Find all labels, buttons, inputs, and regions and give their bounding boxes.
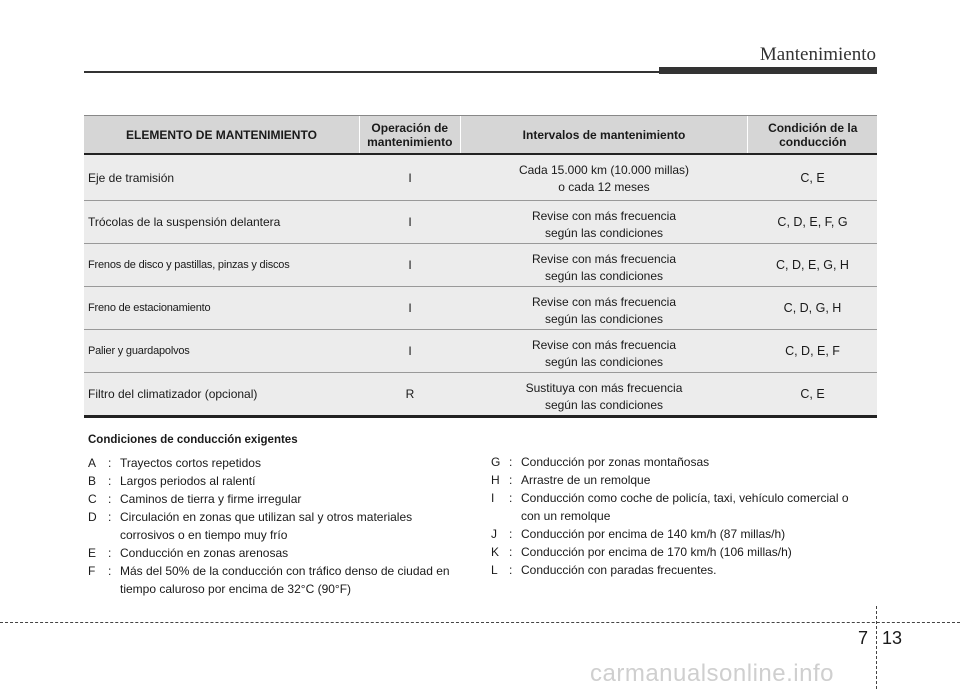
cell-condition: C, E [800, 170, 825, 185]
condition-key: L [491, 563, 498, 577]
condition-key: G [491, 455, 501, 469]
cell-condition: C, D, E, F [785, 344, 840, 358]
page-divider-line [876, 606, 877, 689]
condition-text: Conducción por zonas montañosas [521, 455, 710, 469]
condition-text: Caminos de tierra y firme irregular [120, 492, 302, 506]
header-rule-thin [84, 71, 659, 73]
condition-separator: : [108, 492, 112, 506]
cell-operation: I [408, 170, 412, 185]
cell-item: Freno de estacionamiento [88, 302, 211, 314]
condition-separator: : [108, 510, 112, 524]
table-row [84, 372, 877, 415]
cell-interval: Revise con más frecuencia según las condiciones [531, 338, 677, 369]
condition-key: B [88, 474, 97, 488]
condition-text: Circulación en zonas que utilizan sal y otros materiales corrosivos o en tiempo muy frío [120, 510, 413, 542]
condition-item [88, 454, 468, 472]
conditions-title: Condiciones de conducción exigentes [88, 434, 298, 446]
condition-item [88, 472, 468, 490]
condition-text: Trayectos cortos repetidos [120, 456, 261, 470]
cell-condition: C, D, E, G, H [776, 258, 849, 272]
table-row [84, 200, 877, 243]
cell-item: Eje de tramisión [88, 170, 175, 185]
condition-text: Arrastre de un remolque [521, 473, 651, 487]
maintenance-table [84, 115, 877, 418]
chapter-number: 7 [858, 628, 869, 648]
condition-key: J [491, 527, 497, 541]
header-rule-thick [659, 67, 877, 74]
column-header-item: ELEMENTO DE MANTENIMIENTO [126, 127, 317, 142]
condition-key: E [88, 546, 97, 560]
condition-item [491, 453, 871, 471]
condition-separator: : [108, 456, 112, 470]
condition-text: Conducción por encima de 140 km/h (87 millas/h) [521, 527, 786, 541]
cell-operation: I [408, 215, 412, 229]
condition-separator: : [509, 491, 513, 505]
condition-separator: : [509, 563, 513, 577]
condition-key: F [88, 564, 96, 578]
cell-operation: I [408, 344, 412, 358]
condition-key: I [491, 491, 495, 505]
conditions-list-right [491, 453, 871, 579]
table-row [84, 329, 877, 372]
cell-interval: Revise con más frecuencia según las condiciones [531, 295, 677, 326]
condition-text: Conducción con paradas frecuentes. [521, 563, 717, 577]
condition-item [491, 561, 871, 579]
condition-item [88, 508, 468, 544]
cell-interval: Cada 15.000 km (10.000 millas) o cada 12 meses [518, 163, 690, 194]
condition-text: Conducción como coche de policía, taxi, vehículo comercial o con un remolque [521, 491, 849, 523]
condition-text: Largos periodos al ralentí [120, 474, 256, 488]
page-number: 13 [882, 628, 903, 648]
condition-key: C [88, 492, 97, 506]
cell-operation: R [405, 387, 415, 401]
condition-item [88, 490, 468, 508]
condition-separator: : [108, 474, 112, 488]
column-header-condition: Condición de la conducción [747, 116, 877, 153]
condition-separator: : [108, 564, 112, 578]
table-header [84, 115, 877, 155]
condition-item [491, 471, 871, 489]
cell-interval: Revise con más frecuencia según las condiciones [531, 209, 677, 240]
cell-condition: C, D, G, H [783, 301, 842, 315]
conditions-list-left [88, 454, 468, 598]
cell-item: Filtro del climatizador (opcional) [88, 387, 258, 401]
cell-operation: I [408, 301, 412, 315]
cell-condition: C, D, E, F, G [777, 215, 848, 229]
table-row [84, 243, 877, 286]
cell-item: Frenos de disco y pastillas, pinzas y discos [88, 259, 290, 271]
cell-interval: Revise con más frecuencia según las condiciones [531, 252, 677, 283]
condition-key: A [88, 456, 97, 470]
condition-key: D [88, 510, 97, 524]
condition-separator: : [509, 473, 513, 487]
cell-operation: I [408, 258, 412, 272]
condition-text: Conducción por encima de 170 km/h (106 millas/h) [521, 545, 792, 559]
condition-item [491, 489, 871, 525]
cell-interval: Sustituya con más frecuencia según las condiciones [525, 381, 683, 412]
cell-item: Trócolas de la suspensión delantera [88, 215, 281, 229]
table-row [84, 155, 877, 200]
condition-text: Más del 50% de la conducción con tráfico denso de ciudad en tiempo caluroso por encima de 32°C (90°F) [120, 564, 450, 596]
condition-item [88, 562, 468, 598]
condition-text: Conducción en zonas arenosas [120, 546, 289, 560]
condition-separator: : [108, 546, 112, 560]
cell-condition: C, E [800, 387, 825, 401]
column-header-interval: Intervalos de mantenimiento [460, 116, 748, 153]
column-header-operation: Operación de mantenimiento [359, 116, 460, 153]
condition-key: H [491, 473, 500, 487]
condition-separator: : [509, 527, 513, 541]
condition-item [88, 544, 468, 562]
condition-key: K [491, 545, 500, 559]
condition-separator: : [509, 545, 513, 559]
condition-item [491, 543, 871, 561]
cell-item: Palier y guardapolvos [88, 345, 190, 357]
watermark: carmanualsonline.info [590, 660, 834, 687]
condition-item [491, 525, 871, 543]
section-title: Mantenimiento [759, 44, 876, 65]
table-row [84, 286, 877, 329]
condition-separator: : [509, 455, 513, 469]
footer-dashed-line [0, 622, 960, 623]
